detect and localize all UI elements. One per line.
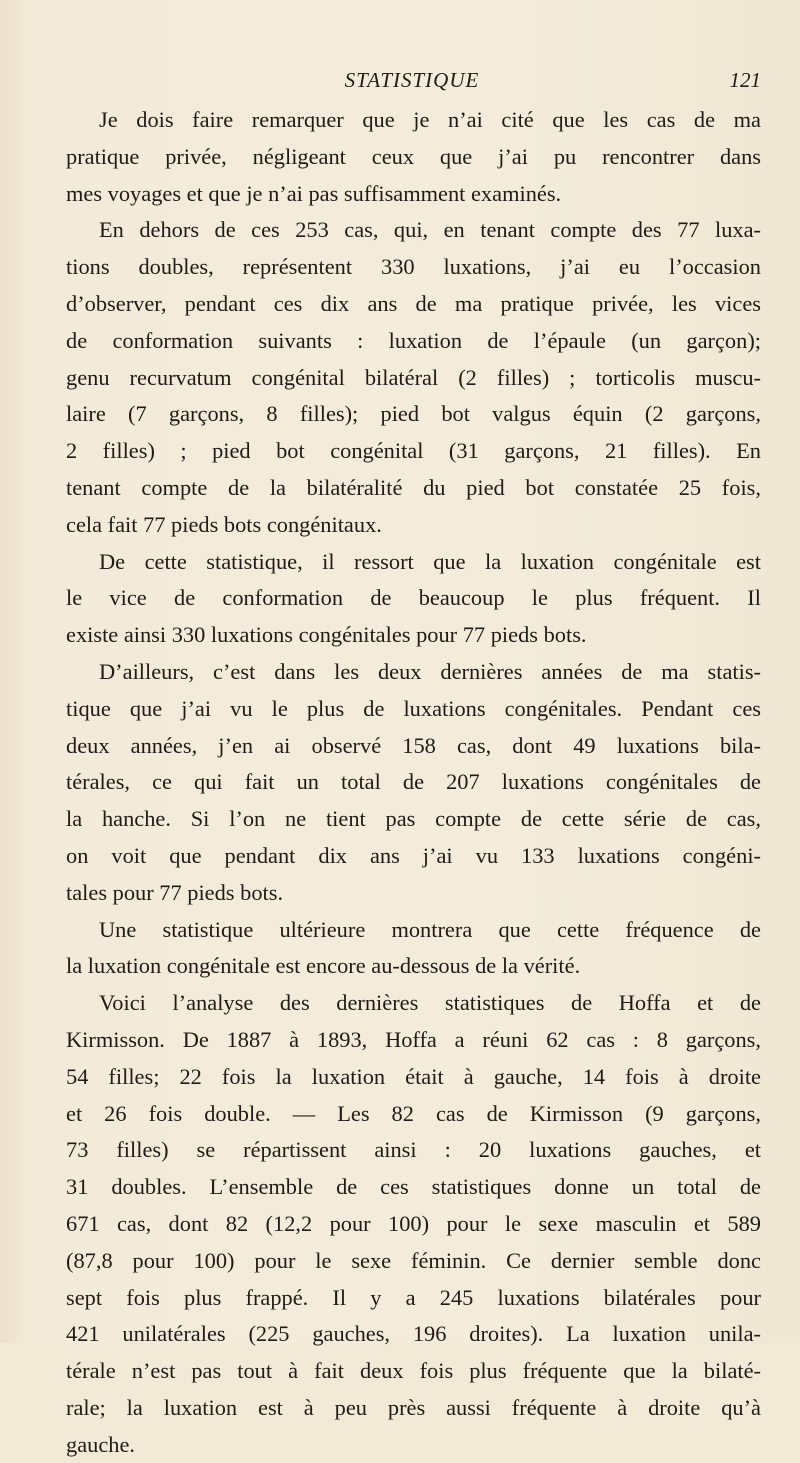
text-line: 671 cas, dont 82 (12,2 pour 100) pour le sexe masculin et 589	[66, 1210, 761, 1236]
text-line: 2 filles) ; pied bot congénital (31 garçons, 21 filles). En	[66, 438, 761, 464]
text-line: 421 unilatérales (225 gauches, 196 droites). La luxation unila-	[66, 1321, 761, 1347]
text-line: de conformation suivants : luxation de l’épaule (un garçon);	[66, 327, 761, 353]
text-line: laire (7 garçons, 8 filles); pied bot valgus équin (2 garçons,	[66, 401, 761, 427]
text-line: 54 filles; 22 fois la luxation était à gauche, 14 fois à droite	[66, 1063, 761, 1089]
text-line: on voit que pendant dix ans j’ai vu 133 luxations congéni-	[66, 842, 761, 868]
text-line: 31 doubles. L’ensemble de ces statistiques donne un total de	[66, 1174, 761, 1200]
paragraph	[66, 985, 761, 1463]
text-line: (87,8 pour 100) pour le sexe féminin. Ce dernier semble donc	[66, 1247, 761, 1273]
text-line: pratique privée, négligeant ceux que j’ai pu rencontrer dans	[66, 143, 761, 169]
text-line: et 26 fois double. — Les 82 cas de Kirmisson (9 garçons,	[66, 1100, 761, 1126]
running-head	[63, 68, 761, 98]
paragraph	[66, 102, 761, 212]
text-line: cela fait 77 pieds bots congénitaux.	[66, 511, 382, 537]
text-line: En dehors de ces 253 cas, qui, en tenant compte des 77 luxa-	[99, 217, 761, 243]
text-line: deux années, j’en ai observé 158 cas, dont 49 luxations bila-	[66, 732, 761, 758]
text-line: D’ailleurs, c’est dans les deux dernières années de ma statis-	[99, 658, 761, 684]
text-line: térales, ce qui fait un total de 207 luxations congénitales de	[66, 769, 761, 795]
text-line: sept fois plus frappé. Il y a 245 luxations bilatérales pour	[66, 1284, 761, 1310]
running-title: STATISTIQUE	[344, 68, 480, 92]
text-line: tique que j’ai vu le plus de luxations congénitales. Pendant ces	[66, 695, 761, 721]
text-line: Je dois faire remarquer que je n’ai cité que les cas de ma	[99, 107, 761, 132]
page-number: 121	[729, 68, 761, 92]
text-line: Kirmisson. De 1887 à 1893, Hoffa a réuni 62 cas : 8 garçons,	[66, 1026, 761, 1052]
text-line: rale; la luxation est à peu près aussi fréquente à droite qu’à	[66, 1394, 761, 1420]
text-line: existe ainsi 330 luxations congénitales pour 77 pieds bots.	[66, 622, 587, 648]
text-line: mes voyages et que je n’ai pas suffisamment examinés.	[66, 180, 562, 206]
text-line: genu recurvatum congénital bilatéral (2 filles) ; torticolis muscu-	[66, 364, 761, 390]
text-line: tions doubles, représentent 330 luxations, j’ai eu l’occasion	[66, 254, 761, 280]
paragraph	[66, 654, 761, 912]
text-line: le vice de conformation de beaucoup le plus fréquent. Il	[66, 585, 761, 611]
paragraph	[66, 212, 761, 543]
text-line: gauche.	[66, 1431, 135, 1457]
body-text	[66, 102, 761, 1463]
text-line: Une statistique ultérieure montrera que cette fréquence de	[99, 916, 761, 942]
text-line: la luxation congénitale est encore au-dessous de la vérité.	[66, 953, 581, 979]
text-line: De cette statistique, il ressort que la luxation congénitale est	[99, 548, 761, 574]
text-line: Voici l’analyse des dernières statistiques de Hoffa et de	[99, 990, 761, 1016]
text-line: d’observer, pendant ces dix ans de ma pratique privée, les vices	[66, 290, 761, 316]
paragraph	[66, 544, 761, 654]
text-line: la hanche. Si l’on ne tient pas compte de cette série de cas,	[66, 806, 761, 832]
text-line: térale n’est pas tout à fait deux fois plus fréquente que la bilaté-	[66, 1358, 761, 1384]
paragraph	[66, 912, 761, 986]
text-line: tenant compte de la bilatéralité du pied bot constatée 25 fois,	[66, 474, 761, 500]
text-line: 73 filles) se répartissent ainsi : 20 luxations gauches, et	[66, 1137, 761, 1163]
text-line: tales pour 77 pieds bots.	[66, 879, 284, 905]
